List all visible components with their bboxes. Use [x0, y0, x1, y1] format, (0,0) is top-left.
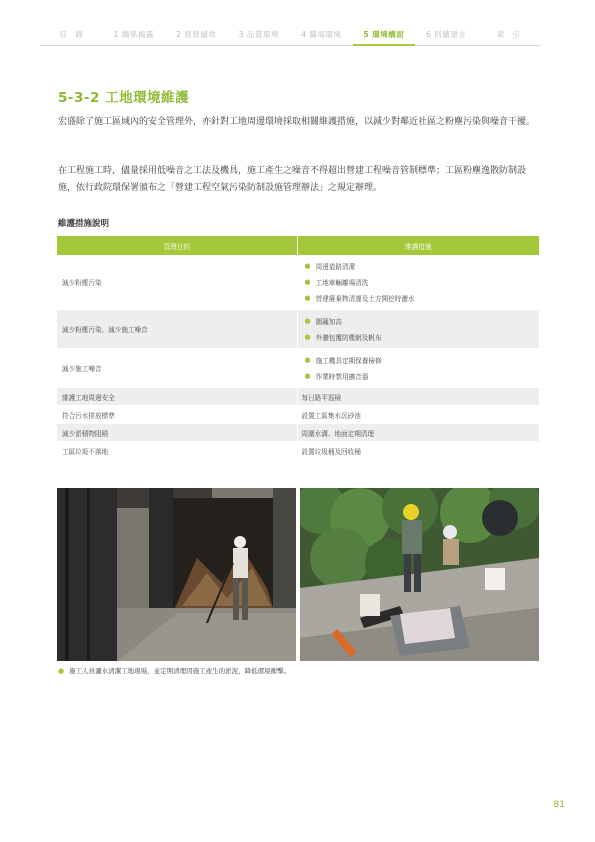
page-number: 81	[553, 800, 565, 810]
measures-cell	[297, 349, 539, 388]
caption-text: 施工人員灑水清潔工地現場，並定期清理因施工產生的淤泥，降低環境衝擊。	[69, 667, 291, 675]
table-row	[57, 406, 539, 424]
photo-ditch-cleaning	[300, 488, 539, 661]
measure-text: 營建廢棄物清運及土方開挖時灑水	[315, 295, 415, 303]
measures-cell	[297, 406, 539, 424]
purpose-cell: 符合污水排放標準	[57, 406, 297, 424]
table-row	[57, 255, 539, 310]
measure-text: 設置工區集水沉砂池	[301, 411, 361, 420]
bullet-icon: ●	[304, 372, 311, 380]
construction-site-illustration	[57, 488, 296, 661]
purpose-cell: 減少施工噪音	[57, 349, 297, 388]
measure-item	[302, 274, 536, 290]
measure-text: 外牆包覆防塵網及帆布	[315, 334, 382, 342]
ditch-cleaning-illustration	[300, 488, 539, 661]
measure-text: 圍籬加高	[315, 318, 342, 326]
header-purpose: 管理目的	[57, 236, 297, 255]
construction-paragraph: 在工程施工時，儘量採用低噪音之工法及機具，施工產生之噪音不得超出營建工程噪音管制標準；工區粉塵逸散防制設施，依行政院環保署頒布之「營建工程空氣污染防制設施管理辦法」之規定辦理。	[58, 166, 527, 193]
nav-tab-3[interactable]: 3 品質環境	[228, 24, 291, 46]
bullet-icon: ●	[304, 317, 311, 325]
measures-cell	[297, 424, 539, 442]
measure-text: 每日路平巡檢	[301, 393, 342, 402]
header-measures: 維護措施	[297, 236, 539, 255]
measure-item	[302, 290, 536, 306]
bullet-icon: ●	[304, 262, 311, 270]
bullet-icon: ●	[304, 294, 311, 302]
caption-bullet-icon: ●	[58, 666, 65, 675]
nav-tab-4[interactable]: 4 職場環境	[290, 24, 353, 46]
bullet-icon: ●	[304, 356, 311, 364]
table-row	[57, 388, 539, 406]
measure-text: 工地車輛離場清洗	[315, 279, 369, 287]
table-row	[57, 310, 539, 349]
measures-table	[57, 236, 539, 460]
measures-cell	[297, 442, 539, 460]
purpose-cell: 減少淤積物阻積	[57, 424, 297, 442]
measure-text: 周圍水溝、地面定期清理	[301, 429, 375, 438]
photo-site-watering	[57, 488, 296, 661]
measure-text: 周邊道路清潔	[315, 263, 356, 271]
measures-cell	[297, 388, 539, 406]
nav-tab-1[interactable]: 1 關係揭露	[103, 24, 166, 46]
bullet-icon: ●	[304, 333, 311, 341]
table-row	[57, 442, 539, 460]
measure-item	[302, 329, 536, 345]
measure-item	[302, 258, 536, 274]
measure-item	[302, 352, 536, 368]
measure-text: 設置垃圾桶及回收桶	[301, 447, 361, 456]
nav-tab-5[interactable]: 5 環境構面	[353, 24, 416, 46]
bullet-icon: ●	[304, 278, 311, 286]
purpose-cell: 減少粉塵污染	[57, 255, 297, 310]
purpose-cell: 工區垃圾不落地	[57, 442, 297, 460]
purpose-cell: 維護工地周邊安全	[57, 388, 297, 406]
nav-tab-2[interactable]: 2 經營績效	[165, 24, 228, 46]
table-title: 維護措施說明	[58, 219, 110, 229]
section-title: 5-3-2 工地環境維護	[58, 90, 190, 106]
photo-caption	[58, 666, 290, 675]
measure-text: 施工機具定期保養檢修	[315, 357, 382, 365]
intro-paragraph: 宏盛除了施工區域內的安全管理外，亦針對工地周邊環境採取相關維護措施，以減少對鄰近社區之粉塵污染與噪音干擾。	[58, 117, 536, 127]
nav-tab-6[interactable]: 6 回饋建言	[415, 24, 478, 46]
measures-cell	[297, 310, 539, 349]
measure-item	[302, 313, 536, 329]
measure-item	[302, 368, 536, 384]
table-row	[57, 349, 539, 388]
nav-tab-7[interactable]: 索 引	[478, 24, 541, 46]
purpose-cell: 減少粉塵污染、減少施工噪音	[57, 310, 297, 349]
table-row	[57, 424, 539, 442]
measures-cell	[297, 255, 539, 310]
chapter-nav	[40, 24, 540, 46]
measure-text: 作業時禁用擴音器	[315, 373, 369, 381]
nav-tab-0[interactable]: 目 錄	[40, 24, 103, 46]
